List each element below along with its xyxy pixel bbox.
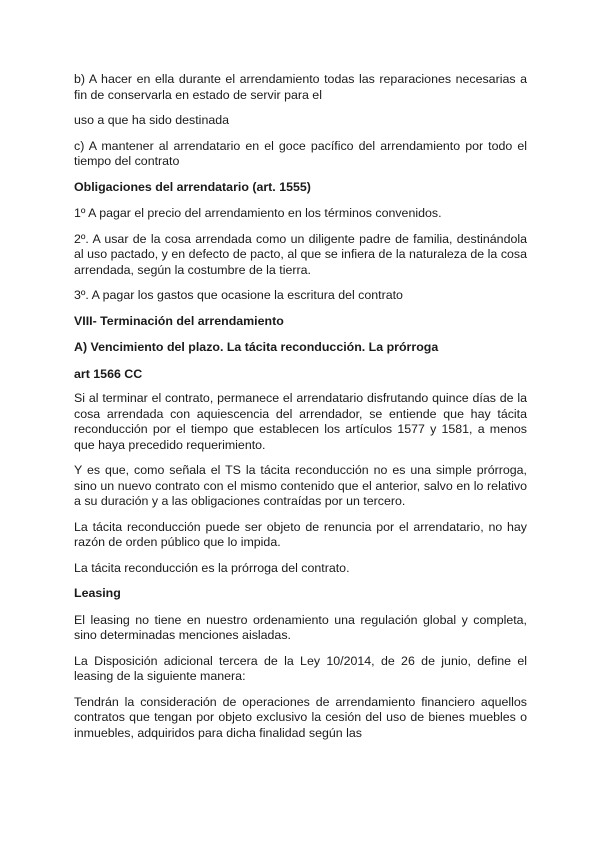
paragraph-obligation-3: 3º. A pagar los gastos que ocasione la escritura del contrato	[74, 288, 403, 302]
paragraph-leasing-intro: El leasing no tiene en nuestro ordenamiento una regulación global y completa, sino determinadas menciones aisladas.	[74, 612, 527, 642]
heading-art-1566: art 1566 CC	[74, 366, 143, 381]
heading-obligaciones-arrendatario: Obligaciones del arrendatario (art. 1555)	[74, 179, 311, 194]
paragraph-renuncia: La tácita reconducción puede ser objeto de renuncia por el arrendatario, no hay razón de orden público que lo impida.	[74, 519, 527, 549]
heading-vencimiento-plazo: A) Vencimiento del plazo. La tácita reconducción. La prórroga	[74, 340, 439, 354]
paragraph-obligation-2: 2º. A usar de la cosa arrendada como un diligente padre de familia, destinándola al uso pactado, y en defecto de pacto, al que se infiera de la naturaleza de la cosa arrendada, según la costumbre de la tierra.	[74, 231, 527, 277]
paragraph-prorroga: La tácita reconducción es la prórroga del contrato.	[74, 560, 350, 575]
paragraph-obligation-b-continued: uso a que ha sido destinada	[74, 113, 230, 127]
paragraph-obligation-c: c) A mantener al arrendatario en el goce pacífico del arrendamiento por todo el tiempo del contrato	[74, 138, 527, 168]
paragraph-leasing-definicion: Tendrán la consideración de operaciones de arrendamiento financiero aquellos contratos que tengan por objeto exclusivo la cesión del uso de bienes muebles o inmuebles, adquiridos para dicha finalidad según las	[74, 694, 527, 740]
paragraph-obligation-1: 1º A pagar el precio del arrendamiento en los términos convenidos.	[74, 206, 442, 220]
paragraph-art-1566-text: Si al terminar el contrato, permanece el arrendatario disfrutando quince días de la cosa arrendada con aquiescencia del arrendador, se entiende que hay tácita reconducción por el tiempo que establecen los artículos 1577 y 1581, a menos que haya precedido requerimiento.	[74, 391, 527, 452]
heading-leasing: Leasing	[74, 586, 121, 600]
document-body	[74, 72, 527, 751]
paragraph-leasing-ley: La Disposición adicional tercera de la Ley 10/2014, de 26 de junio, define el leasing de la siguiente manera:	[74, 653, 527, 683]
heading-terminacion: VIII- Terminación del arrendamiento	[74, 313, 284, 328]
paragraph-obligation-b: b) A hacer en ella durante el arrendamiento todas las reparaciones necesarias a fin de conservarla en estado de servir para el	[74, 72, 527, 102]
paragraph-ts-reconduccion: Y es que, como señala el TS la tácita reconducción no es una simple prórroga, sino un nuevo contrato con el mismo contenido que el anterior, salvo en lo relativo a su duración y a las obligaciones contraídas por un tercero.	[74, 463, 527, 508]
